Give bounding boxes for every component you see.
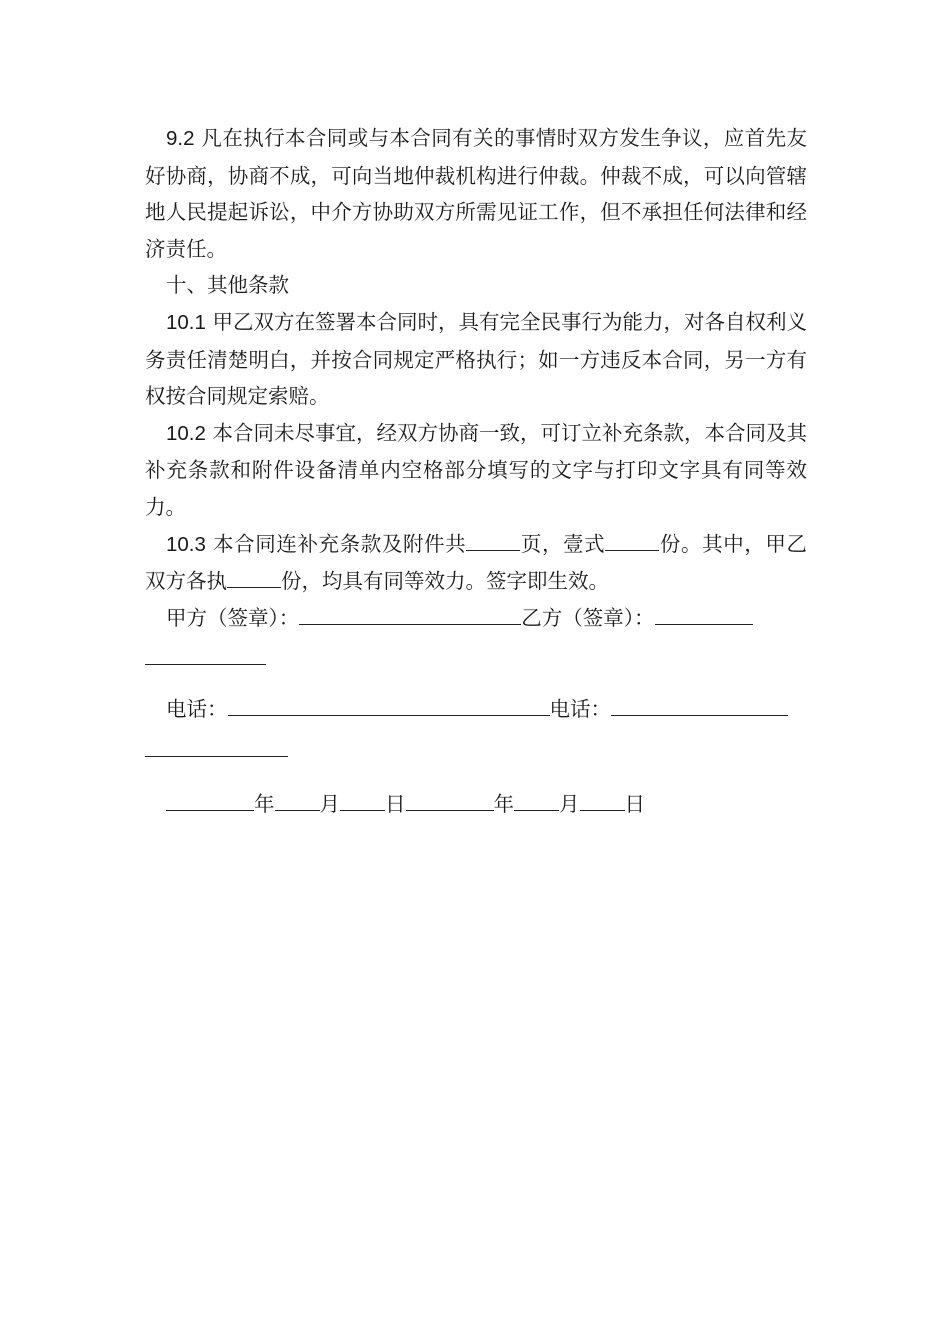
year-label: 年 — [254, 792, 275, 817]
clause-text: 本合同未尽事宜，经双方协商一致，可订立补充条款，本合同及其补充条款和附件设备清单内空格部分填写的文字与打印文字具有同等效力。 — [145, 420, 807, 519]
clause-text-part: 份，均具有同等效力。签字即生效。 — [281, 569, 609, 594]
party-a-signature-blank — [299, 602, 521, 625]
party-b-signature-label: 乙方（签章）： — [521, 605, 655, 630]
clause-text: 凡在执行本合同或与本合同有关的事情时双方发生争议，应首先友好协商，协商不成，可向当地仲裁机构进行仲裁。仲裁不成，可以向管辖地人民提起诉讼，中介方协助双方所需见证工作，但不承担任何法律和经济责任。 — [145, 126, 807, 261]
page-count-blank — [466, 528, 520, 551]
party-b-month-blank — [514, 788, 559, 811]
clause-10-1 — [145, 304, 807, 415]
year-label: 年 — [493, 792, 514, 817]
party-a-phone-label: 电话： — [166, 696, 228, 721]
party-a-signature-label: 甲方（签章）： — [166, 605, 300, 630]
clause-text: 甲乙双方在签署本合同时，具有完全民事行为能力，对各自权利义务责任清楚明白，并按合同规定严格执行；如一方违反本合同，另一方有权按合同规定索赔。 — [145, 309, 807, 409]
signature-line-dates — [145, 786, 807, 823]
clause-number: 10.3 — [166, 532, 206, 556]
signature-line-parties — [145, 600, 807, 677]
party-b-phone-label: 电话： — [549, 696, 611, 721]
party-b-day-blank — [580, 788, 625, 811]
month-label: 月 — [559, 792, 580, 817]
clause-number: 10.2 — [166, 421, 206, 445]
party-b-signature-blank-continued — [145, 642, 266, 665]
clause-text-part: 页，壹式 — [520, 531, 606, 556]
signature-line-phones — [145, 691, 807, 768]
clause-text-part: 本合同连补充条款及附件共 — [213, 531, 467, 556]
copy-count-blank — [605, 528, 659, 551]
each-party-copies-blank — [227, 565, 281, 588]
party-a-day-blank — [340, 788, 385, 811]
day-label: 日 — [624, 792, 645, 817]
clause-number: 10.1 — [166, 310, 206, 334]
party-b-year-blank — [406, 788, 494, 811]
clause-number: 9.2 — [166, 127, 195, 150]
clause-10-3 — [145, 526, 807, 600]
party-b-phone-blank — [611, 693, 788, 716]
party-a-phone-blank — [228, 693, 550, 716]
party-b-signature-blank — [655, 602, 753, 625]
day-label: 日 — [385, 792, 406, 817]
party-a-month-blank — [275, 788, 320, 811]
month-label: 月 — [319, 792, 340, 817]
party-a-year-blank — [166, 788, 254, 811]
clause-9-2 — [145, 120, 807, 267]
contract-page — [145, 120, 807, 823]
clause-text-part: 份。其中，甲乙双方各执 — [145, 531, 807, 594]
section-heading-other-terms: 十、其他条款 — [166, 273, 289, 298]
clause-10-2 — [145, 415, 807, 526]
party-b-phone-blank-continued — [145, 734, 288, 757]
